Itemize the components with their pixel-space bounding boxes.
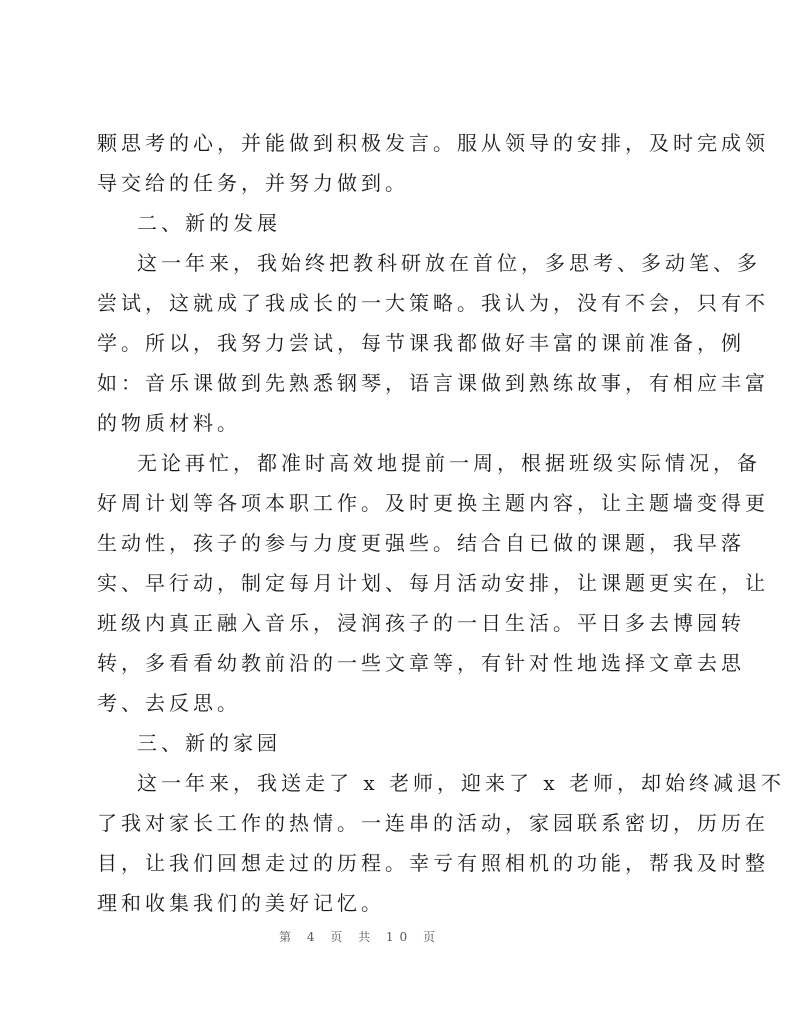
text-line: 转，多看看幼教前沿的一些文章等，有针对性地选择文章去思: [97, 651, 745, 675]
text-line: 实、早行动，制定每月计划、每月活动安排，让课题更实在，让: [97, 571, 769, 595]
text-line: 班级内真正融入音乐，浸润孩子的一日生活。平日多去博园转: [97, 611, 745, 635]
text-line: 考、去反思。: [97, 691, 241, 715]
text-line: 这一年来，我始终把教科研放在首位，多思考、多动笔、多: [137, 251, 761, 275]
text-line: 好周计划等各项本职工作。及时更换主题内容，让主题墙变得更: [97, 491, 769, 515]
text-line: 了我对家长工作的热情。一连串的活动，家园联系密切，历历在: [97, 811, 769, 835]
text-line: 导交给的任务，并努力做到。: [97, 171, 409, 195]
text-line: 目，让我们回想走过的历程。幸亏有照相机的功能，帮我及时整: [97, 851, 769, 875]
text-line: 如：音乐课做到先熟悉钢琴，语言课做到熟练故事，有相应丰富: [97, 371, 769, 395]
text-line: 尝试，这就成了我成长的一大策略。我认为，没有不会，只有不: [97, 291, 769, 315]
page-number-footer: 第 4 页 共 10 页: [279, 930, 441, 944]
text-line: 理和收集我们的美好记忆。: [97, 891, 385, 915]
text-line: 颗思考的心，并能做到积极发言。服从领导的安排，及时完成领: [97, 131, 769, 155]
text-line: 的物质材料。: [97, 411, 241, 435]
text-line: 学。所以，我努力尝试，每节课我都做好丰富的课前准备，例: [97, 331, 745, 355]
section-heading: 三、新的家园: [137, 731, 281, 755]
section-heading: 二、新的发展: [137, 211, 281, 235]
text-line: 无论再忙，都准时高效地提前一周，根据班级实际情况，备: [137, 451, 761, 475]
text-line: 这一年来，我送走了 x 老师，迎来了 x 老师，却始终减退不: [137, 771, 785, 795]
text-line: 生动性，孩子的参与力度更强些。结合自已做的课题，我早落: [97, 531, 745, 555]
